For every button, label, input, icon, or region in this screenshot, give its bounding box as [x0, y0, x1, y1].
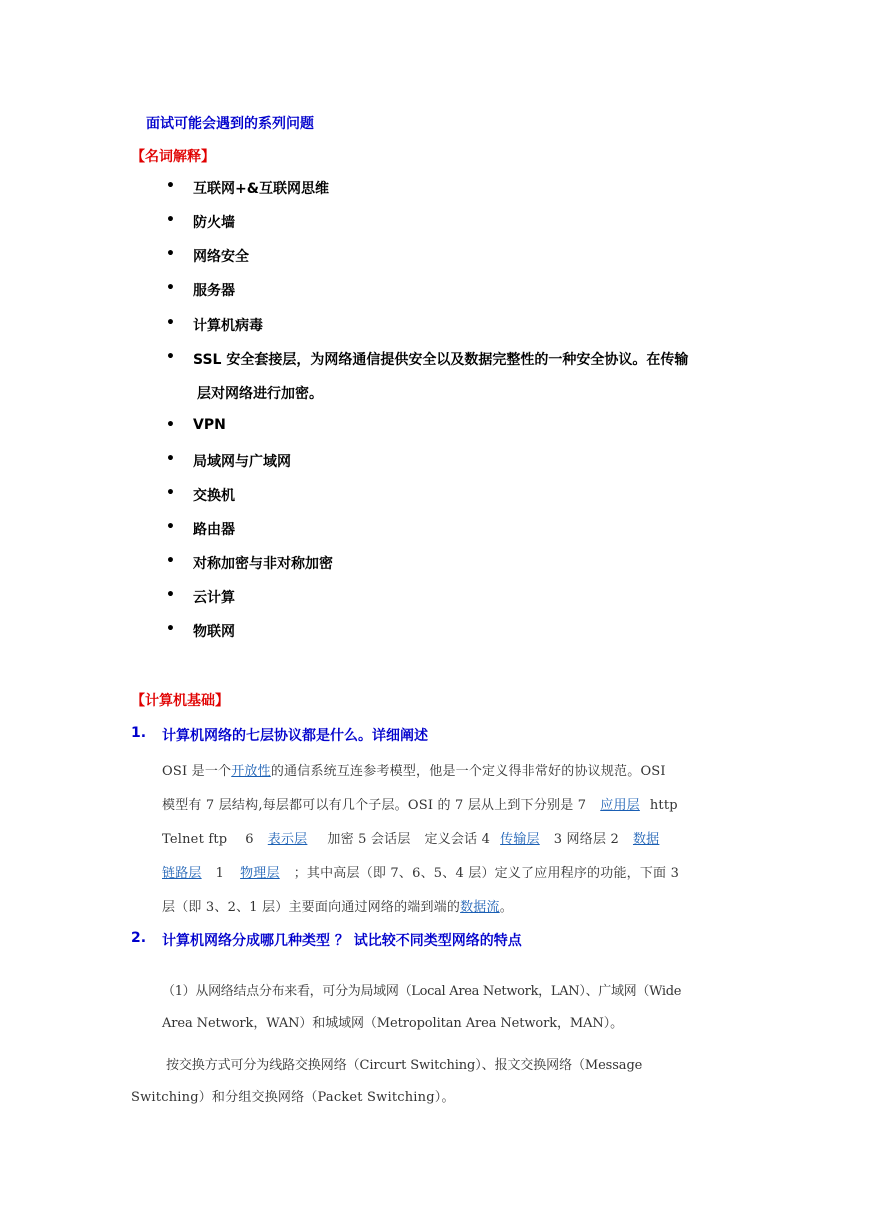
list-item-text: 网络安全	[193, 249, 249, 265]
list-item-text: 对称加密与非对称加密	[193, 556, 333, 572]
text-span: 3 网络层 2	[553, 832, 619, 847]
list-item-text: 计算机病毒	[193, 318, 263, 334]
list-item-text: SSL 安全套接层，为网络通信提供安全以及数据完整性的一种安全协议。在传输	[193, 352, 689, 368]
text-span: 1	[215, 866, 225, 881]
bullet-icon: •	[166, 315, 175, 331]
bullet-icon: •	[166, 349, 175, 365]
question-number: 2.	[131, 930, 147, 946]
answer-line	[162, 862, 679, 881]
answer-line	[162, 896, 513, 915]
list-item-text: 局域网与广域网	[193, 454, 291, 470]
list-item-text: 防火墙	[193, 215, 235, 231]
text-span: Telnet ftp	[162, 832, 228, 847]
answer-line	[162, 794, 678, 813]
bullet-icon: •	[166, 246, 175, 262]
text-span: ；其中高层（即 7、6、5、4 层）定义了应用程序的功能，下面 3	[293, 866, 680, 881]
bullet-icon: •	[166, 519, 175, 535]
text-span: 层（即 3、2、1 层）主要面向通过网络的端到端的	[162, 900, 461, 915]
question-title: 计算机网络的七层协议都是什么。详细阐述	[162, 728, 428, 744]
link-presentation-layer[interactable]: 表示层	[267, 832, 308, 847]
list-item-text: 路由器	[193, 522, 235, 538]
text-span: 模型有 7 层结构,每层都可以有几个子层。OSI 的 7 层从上到下分别是 7	[162, 798, 587, 813]
section-heading-terms: 【名词解释】	[131, 149, 215, 165]
list-item-text: 物联网	[193, 624, 235, 640]
link-data-link-layer[interactable]: 链路层	[162, 866, 202, 881]
link-data-link-layer[interactable]: 数据	[632, 832, 660, 847]
answer-line: Area Network，WAN）和城域网（Metropolitan Area Network，MAN）。	[162, 1016, 623, 1031]
bullet-icon: •	[166, 485, 175, 501]
text-span: 。	[499, 900, 513, 915]
answer-line: （1）从网络结点分布来看，可分为局域网（Local Area Network，LAN）、广域网（Wide	[162, 984, 682, 999]
link-data-stream[interactable]: 数据流	[460, 900, 500, 915]
list-item-text: 服务器	[193, 283, 235, 299]
link-physical-layer[interactable]: 物理层	[240, 866, 280, 881]
text-span: 加密 5 会话层	[327, 832, 411, 847]
answer-line: Switching）和分组交换网络（Packet Switching）。	[131, 1090, 455, 1105]
answer-line	[162, 760, 666, 779]
text-span: 定义会话 4	[424, 832, 491, 847]
bullet-icon: •	[166, 280, 175, 296]
question-number: 1.	[131, 725, 147, 741]
link-application-layer[interactable]: 应用层	[600, 798, 640, 813]
list-item-continuation: 层对网络进行加密。	[197, 386, 323, 402]
list-item-text: VPN	[193, 417, 226, 433]
list-item-text: 云计算	[193, 590, 235, 606]
section-heading-basics: 【计算机基础】	[131, 693, 229, 709]
answer-line: 按交换方式可分为线路交换网络（Circurt Switching）、报文交换网络（Message	[166, 1058, 643, 1073]
bullet-icon: •	[166, 553, 175, 569]
link-open-system[interactable]: 开放性	[231, 764, 271, 779]
text-span: OSI 是一个	[162, 764, 232, 779]
list-item-text: 互联网+&互联网思维	[193, 181, 329, 197]
bullet-icon: •	[166, 178, 175, 194]
question-title: 计算机网络分成哪几种类型 ？ 试比较不同类型网络的特点	[162, 933, 522, 949]
page-title: 面试可能会遇到的系列问题	[146, 116, 314, 132]
bullet-icon: •	[166, 451, 175, 467]
link-transport-layer[interactable]: 传输层	[500, 832, 540, 847]
bullet-icon: •	[166, 417, 175, 433]
bullet-icon: •	[166, 212, 175, 228]
answer-line	[162, 828, 659, 847]
bullet-icon: •	[166, 587, 175, 603]
bullet-icon: •	[166, 621, 175, 637]
text-span: 的通信系统互连参考模型，他是一个定义得非常好的协议规范。OSI	[270, 764, 666, 779]
text-span: http	[649, 798, 678, 813]
text-span: 6	[245, 832, 254, 847]
list-item-text: 交换机	[193, 488, 235, 504]
